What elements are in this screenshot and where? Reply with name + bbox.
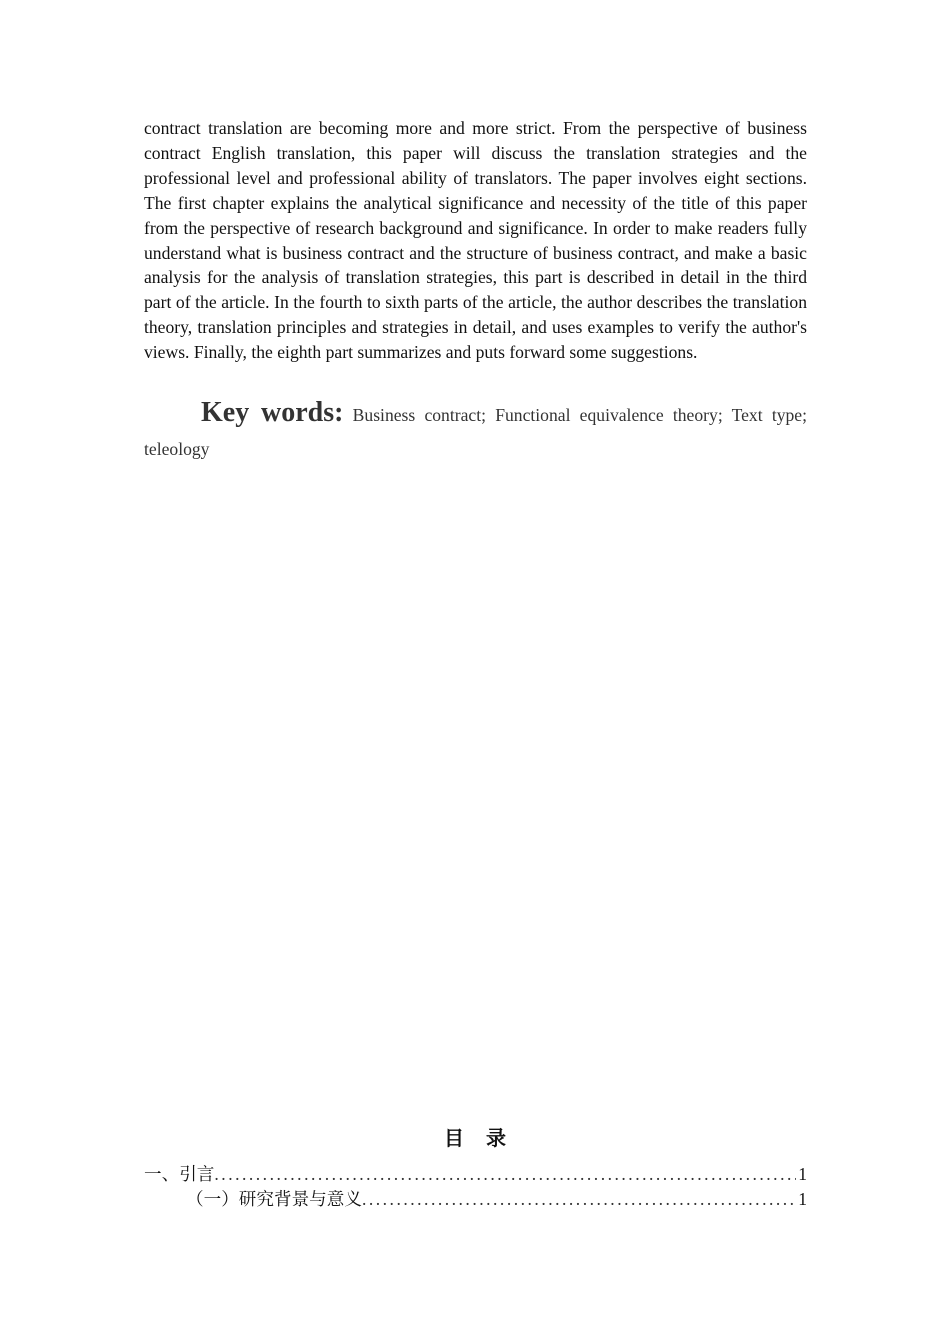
toc-entry-page: 1 [798,1189,807,1209]
toc-entry-label: （一）研究背景与意义 [186,1189,362,1209]
toc-dot-leader [214,1164,796,1185]
toc-title: 目录 [444,1126,528,1150]
table-of-contents [144,1161,807,1211]
toc-entry[interactable] [144,1161,807,1186]
toc-entry-page: 1 [798,1164,807,1184]
keywords-line [144,396,807,466]
keywords-label: Key words: [201,397,344,428]
abstract-paragraph: contract translation are becoming more and more strict. From the perspective of business contract English translation, this paper will discuss the translation strategies and the professional level and professional ability of translators. The paper involves eight sections. The first chapter explains the analytical significance and necessity of the title of this paper from the perspective of research background and significance. In order to make readers fully understand what is business contract and the structure of business contract, and make a basic analysis for the analysis of translation strategies, this part is described in detail in the third part of the article. In the fourth to sixth parts of the article, the author describes the translation theory, translation principles and strategies in detail, and uses examples to verify the author's views. Finally, the eighth part summarizes and puts forward some suggestions. [144,118,807,363]
toc-entry-label: 一、引言 [144,1164,215,1184]
toc-dot-leader [362,1189,796,1210]
keywords-text: Business contract; Functional equivalence theory; Text type; teleology [144,405,807,459]
toc-entry[interactable] [144,1186,807,1211]
